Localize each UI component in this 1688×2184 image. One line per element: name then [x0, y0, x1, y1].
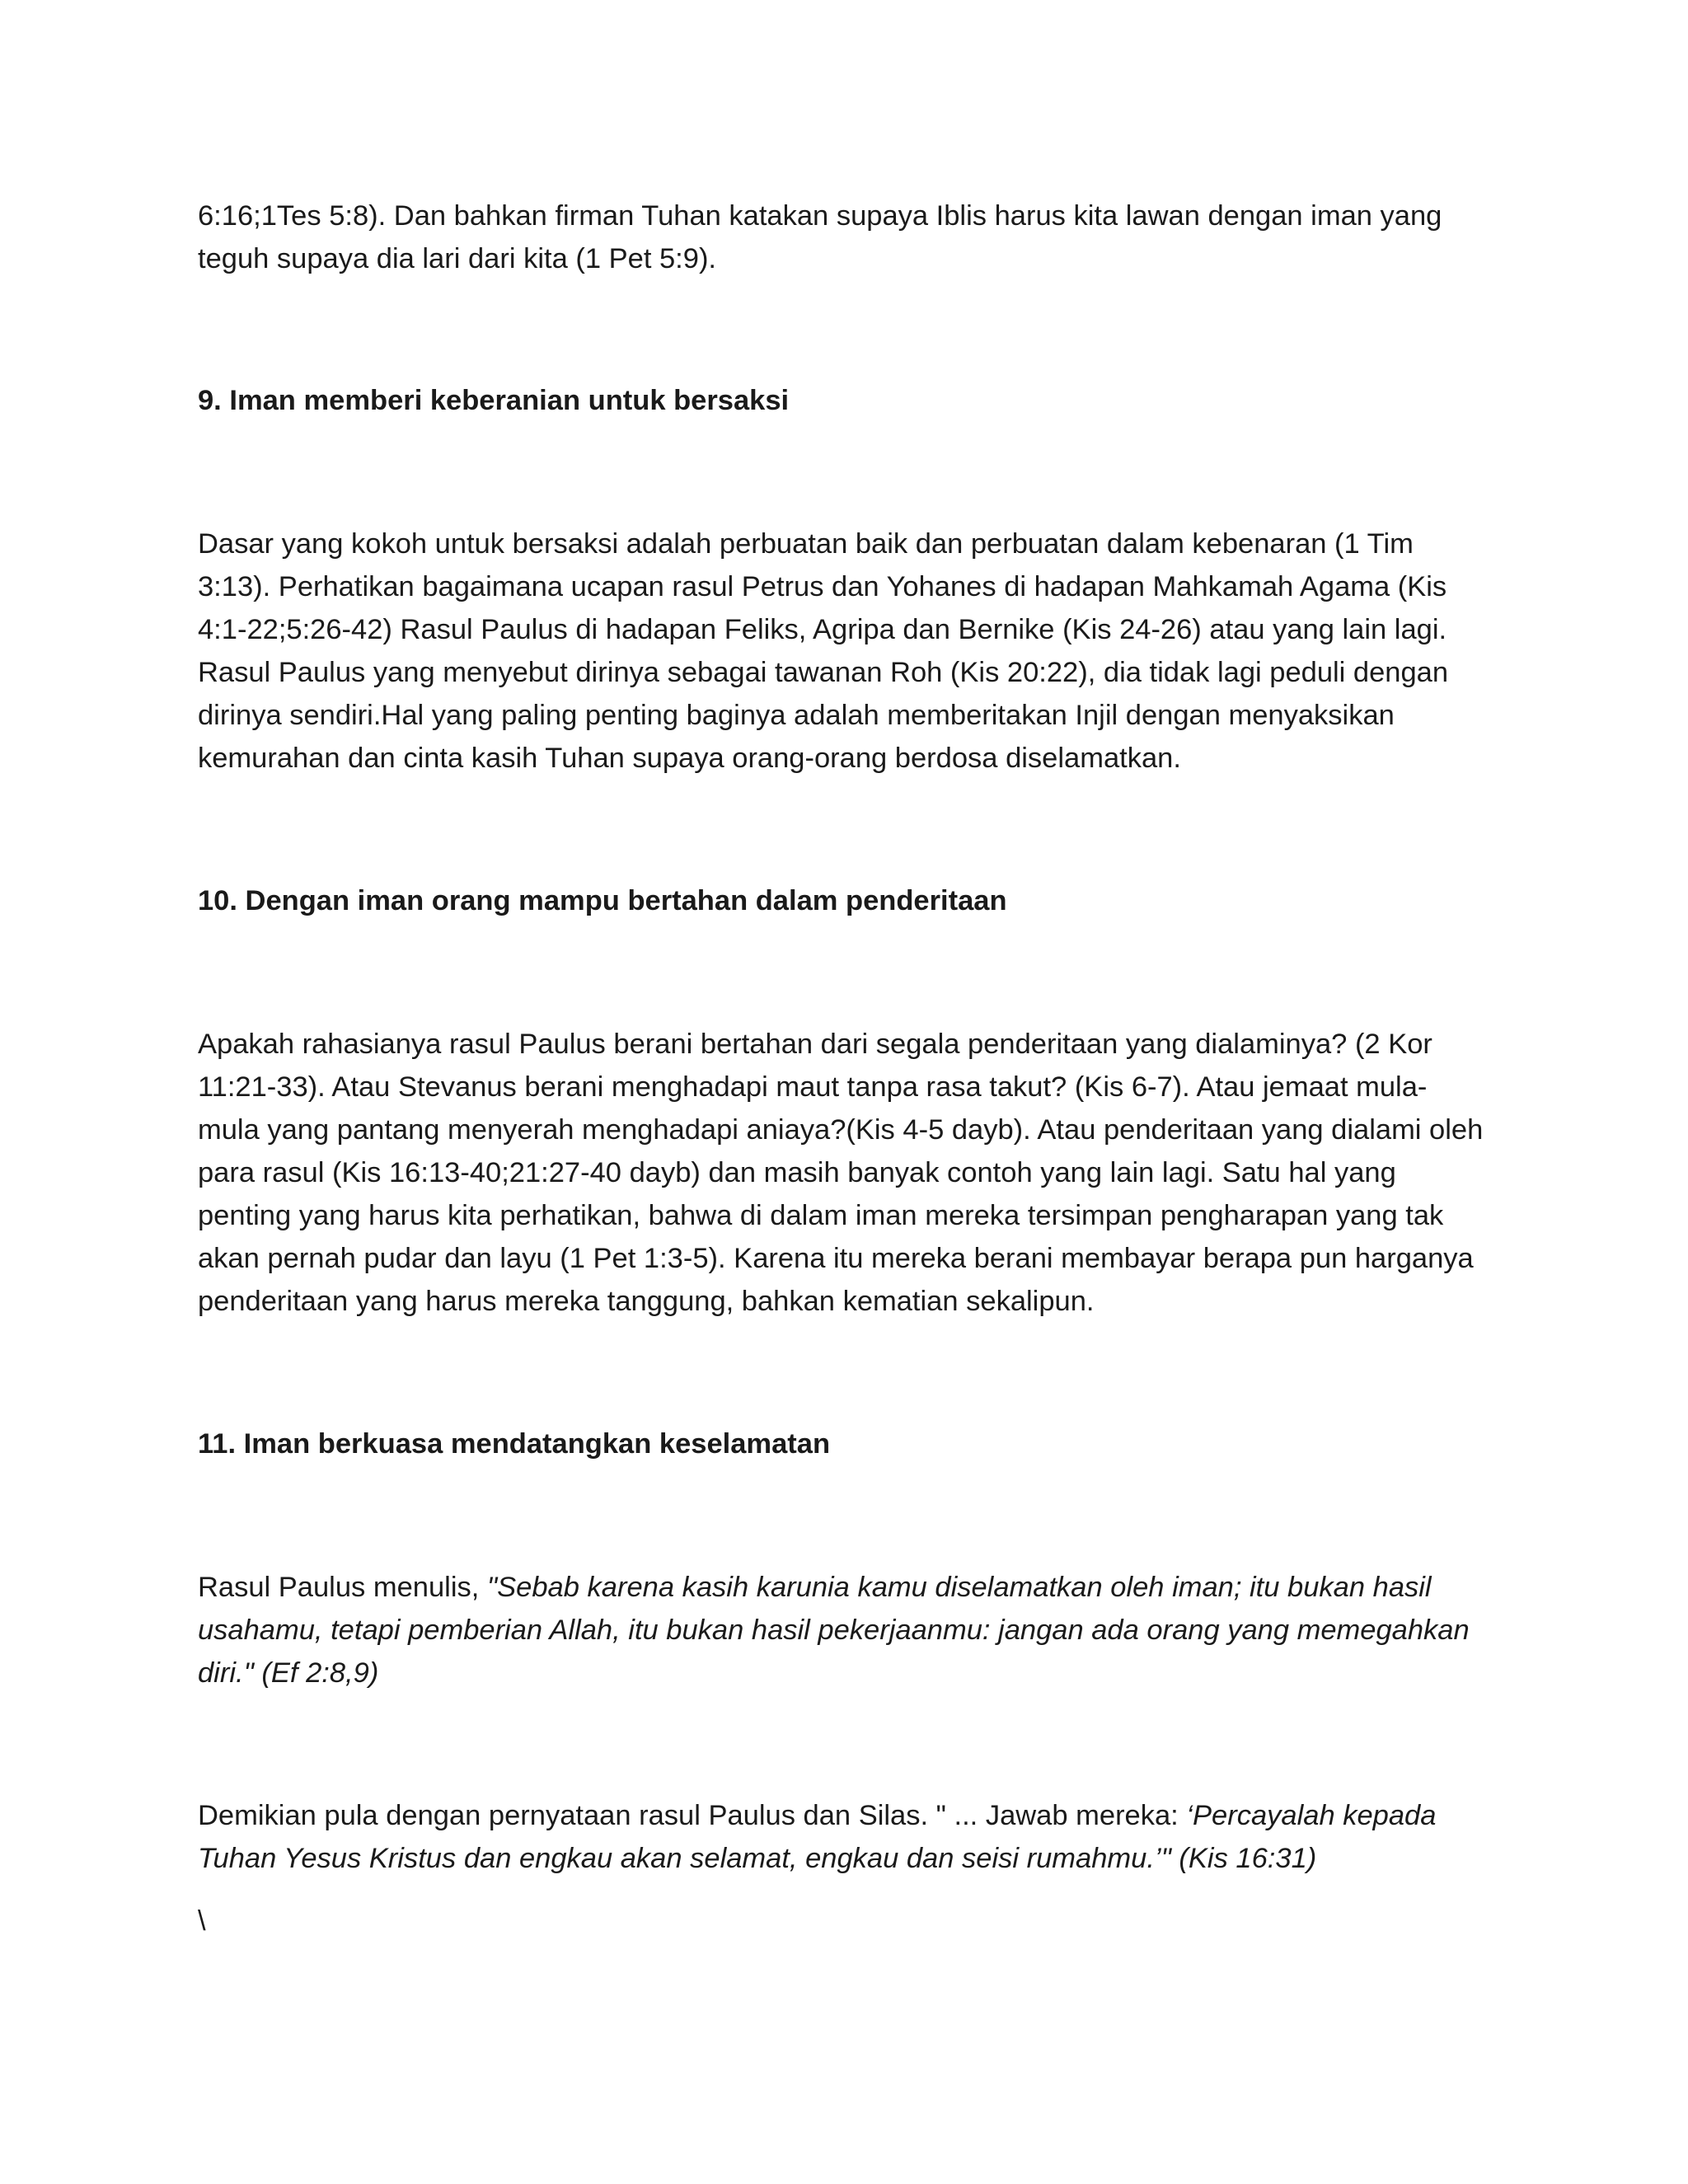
- section-11-p1-quote: "Sebab karena kasih karunia kamu diselamatkan oleh iman; itu bukan hasil usahamu, tetapi pemberian Allah, itu bukan hasil pekerjaanmu: jangan ada orang yang memegahkan diri." (Ef 2:8,9): [198, 1572, 1470, 1689]
- section-11-paragraph-1: [198, 1566, 1484, 1694]
- section-11-paragraph-2: [198, 1794, 1484, 1880]
- trailing-mark: \: [198, 1905, 206, 1937]
- section-11-p2-lead: Demikian pula dengan pernyataan rasul Paulus dan Silas. " ... Jawab mereka:: [198, 1800, 1187, 1831]
- section-9-heading: 9. Iman memberi keberanian untuk bersaksi: [198, 385, 790, 416]
- section-10-heading: 10. Dengan iman orang mampu bertahan dalam penderitaan: [198, 885, 1007, 916]
- section-11-heading: 11. Iman berkuasa mendatangkan keselamatan: [198, 1428, 831, 1460]
- section-11-p1-lead: Rasul Paulus menulis,: [198, 1572, 487, 1603]
- document-page: [198, 194, 1484, 1943]
- section-9-body: Dasar yang kokoh untuk bersaksi adalah perbuatan baik dan perbuatan dalam kebenaran (1 Tim 3:13). Perhatikan bagaimana ucapan rasul Petrus dan Yohanes di hadapan Mahkamah Agama (Kis 4:1-22;5:26-42) Rasul Paulus di hadapan Feliks, Agripa dan Bernike (Kis 24-26) atau yang lain lagi. Rasul Paulus yang menyebut dirinya sebagai tawanan Roh (Kis 20:22), dia tidak lagi peduli dengan dirinya sendiri.Hal yang paling penting baginya adalah memberitakan Injil dengan menyaksikan kemurahan dan cinta kasih Tuhan supaya orang-orang berdosa diselamatkan.: [198, 528, 1449, 774]
- intro-paragraph: 6:16;1Tes 5:8). Dan bahkan firman Tuhan katakan supaya Iblis harus kita lawan dengan iman yang teguh supaya dia lari dari kita (1 Pet 5:9).: [198, 200, 1442, 274]
- section-10-body: Apakah rahasianya rasul Paulus berani bertahan dari segala penderitaan yang dialaminya? (2 Kor 11:21-33). Atau Stevanus berani menghadapi maut tanpa rasa takut? (Kis 6-7). Atau jemaat mula-mula yang pantang menyerah menghadapi aniaya?(Kis 4-5 dayb). Atau penderitaan yang dialami oleh para rasul (Kis 16:13-40;21:27-40 dayb) dan masih banyak contoh yang lain lagi. Satu hal yang penting yang harus kita perhatikan, bahwa di dalam iman mereka tersimpan pengharapan yang tak akan pernah pudar dan layu (1 Pet 1:3-5). Karena itu mereka berani membayar berapa pun harganya penderitaan yang harus mereka tanggung, bahkan kematian sekalipun.: [198, 1029, 1484, 1317]
- section-11-p2-quote: ‘Percayalah kepada Tuhan Yesus Kristus dan engkau akan selamat, engkau dan seisi rumahmu.’" (Kis 16:31): [198, 1800, 1437, 1874]
